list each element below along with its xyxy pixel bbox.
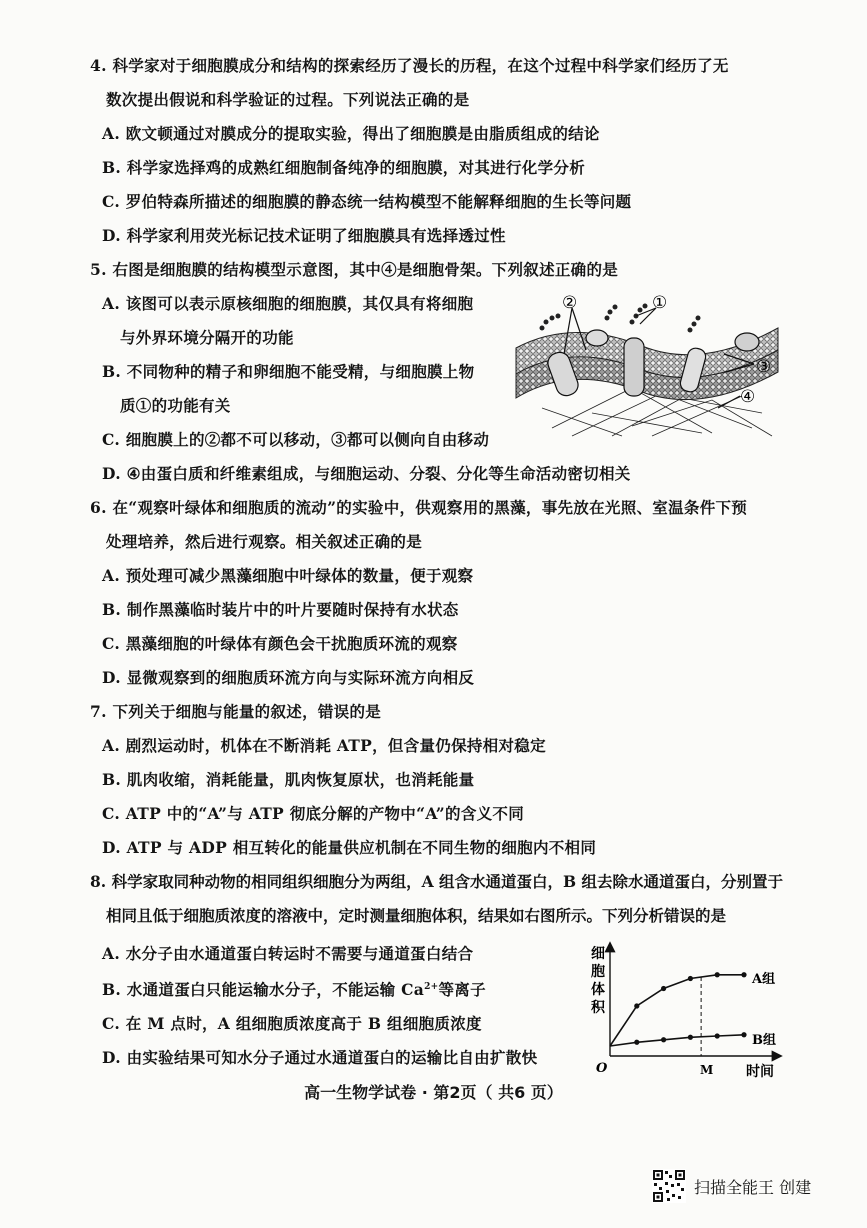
chart-series-a-label: A组 — [752, 972, 776, 987]
figure-label-1: ① — [652, 293, 668, 313]
q4-option-a: A. 欧文顿通过对膜成分的提取实验，得出了细胞膜是由脂质组成的结论 — [102, 124, 600, 143]
chart-series-layer — [610, 972, 747, 1056]
q5-option-c: C. 细胞膜上的②都不可以移动，③都可以侧向自由移动 — [102, 430, 490, 449]
q8-stem-line2: 相同且低于细胞质浓度的溶液中，定时测量细胞体积，结果如右图所示。下列分析错误的是 — [106, 906, 727, 925]
q7-option-a: A. 剧烈运动时，机体在不断消耗 ATP，但含量仍保持相对稳定 — [102, 736, 546, 755]
chart-point-a-4 — [715, 972, 720, 977]
q6-option-c: C. 黑藻细胞的叶绿体有颜色会干扰胞质环流的观察 — [102, 634, 458, 653]
q5-stem: 5. 右图是细胞膜的结构模型示意图，其中④是细胞骨架。下列叙述正确的是 — [90, 260, 619, 279]
chart-ylabel-char-1: 细 — [591, 946, 605, 962]
q8-stem-line1: 8. 科学家取同种动物的相同组织细胞分为两组，A 组含水通道蛋白，B 组去除水通道蛋白，分别置于 — [90, 872, 783, 891]
scanner-watermark — [652, 1168, 811, 1204]
q6-option-a: A. 预处理可减少黑藻细胞中叶绿体的数量，便于观察 — [102, 566, 474, 585]
q5-option-a-line2: 与外界环境分隔开的功能 — [120, 328, 294, 347]
chart-point-b-4 — [715, 1033, 720, 1038]
chart-point-a-1 — [634, 1003, 639, 1008]
cell-volume-chart — [588, 938, 788, 1080]
q8-option-c: C. 在 M 点时，A 组细胞质浓度高于 B 组细胞质浓度 — [102, 1014, 482, 1033]
figure-label-4: ④ — [740, 387, 756, 407]
q8-option-b-text: B. 水通道蛋白只能运输水分子，不能运输 Ca — [102, 980, 425, 999]
chart-point-b-3 — [688, 1035, 693, 1040]
chart-series-b-label: B组 — [752, 1033, 776, 1048]
page-footer: 高一生物学试卷 · 第2页（ 共6 页） — [304, 1083, 563, 1102]
q8-option-b-tail: 等离子 — [438, 980, 486, 999]
q6-option-d: D. 显微观察到的细胞质环流方向与实际环流方向相反 — [102, 668, 475, 687]
q5-option-b-line2: 质①的功能有关 — [120, 396, 231, 415]
chart-m-label: M — [700, 1063, 714, 1077]
q4-option-b: B. 科学家选择鸡的成熟红细胞制备纯净的细胞膜，对其进行化学分析 — [102, 158, 585, 177]
chart-point-a-2 — [661, 986, 666, 991]
q4-option-d: D. 科学家利用荧光标记技术证明了细胞膜具有选择透过性 — [102, 226, 506, 245]
q4-stem-line2: 数次提出假说和科学验证的过程。下列说法正确的是 — [106, 90, 470, 109]
qr-code-icon — [652, 1169, 686, 1203]
chart-xlabel: 时间 — [746, 1064, 774, 1080]
chart-ylabel-char-2: 胞 — [591, 964, 605, 980]
figure-label-2: ② — [562, 293, 578, 313]
q8-option-d: D. 由实验结果可知水分子通过水通道蛋白的运输比自由扩散快 — [102, 1048, 538, 1067]
chart-ylabel-char-4: 积 — [591, 1000, 605, 1016]
membrane-figure — [512, 288, 784, 438]
q7-option-d: D. ATP 与 ADP 相互转化的能量供应机制在不同生物的细胞内不相同 — [102, 838, 597, 857]
q8-option-b — [102, 980, 486, 1000]
chart-origin: O — [596, 1061, 608, 1076]
q5-option-b-line1: B. 不同物种的精子和卵细胞不能受精，与细胞膜上物 — [102, 362, 475, 381]
chart-ylabel-char-3: 体 — [591, 982, 605, 998]
q5-option-d: D. ④由蛋白质和纤维素组成，与细胞运动、分裂、分化等生命活动密切相关 — [102, 464, 631, 483]
q8-option-b-sup: 2+ — [424, 981, 439, 992]
q6-stem-line2: 处理培养，然后进行观察。相关叙述正确的是 — [106, 532, 423, 551]
q7-option-b: B. 肌肉收缩，消耗能量，肌肉恢复原状，也消耗能量 — [102, 770, 475, 789]
scanner-watermark-text: 扫描全能王 创建 — [694, 1177, 812, 1197]
chart-point-b-5 — [741, 1032, 746, 1037]
q5-option-a-line1: A. 该图可以表示原核细胞的细胞膜，其仅具有将细胞 — [102, 294, 474, 313]
q7-option-c: C. ATP 中的“A”与 ATP 彻底分解的产物中“A”的含义不同 — [102, 804, 525, 823]
q6-stem-line1: 6. 在“观察叶绿体和细胞质的流动”的实验中，供观察用的黑藻，事先放在光照、室温条件下预 — [90, 498, 748, 517]
figure-label-3: ③ — [756, 357, 772, 377]
q4-stem-line1: 4. 科学家对于细胞膜成分和结构的探索经历了漫长的历程，在这个过程中科学家们经历了无 — [90, 56, 729, 75]
chart-point-a-3 — [688, 976, 693, 981]
chart-point-b-1 — [634, 1040, 639, 1045]
q8-option-a: A. 水分子由水通道蛋白转运时不需要与通道蛋白结合 — [102, 944, 474, 963]
chart-series-line-b — [610, 1035, 744, 1046]
q4-option-c: C. 罗伯特森所描述的细胞膜的静态统一结构模型不能解释细胞的生长等问题 — [102, 192, 632, 211]
chart-point-a-5 — [741, 972, 746, 977]
q6-option-b: B. 制作黑藻临时装片中的叶片要随时保持有水状态 — [102, 600, 459, 619]
chart-point-b-2 — [661, 1037, 666, 1042]
q7-stem: 7. 下列关于细胞与能量的叙述，错误的是 — [90, 702, 382, 721]
